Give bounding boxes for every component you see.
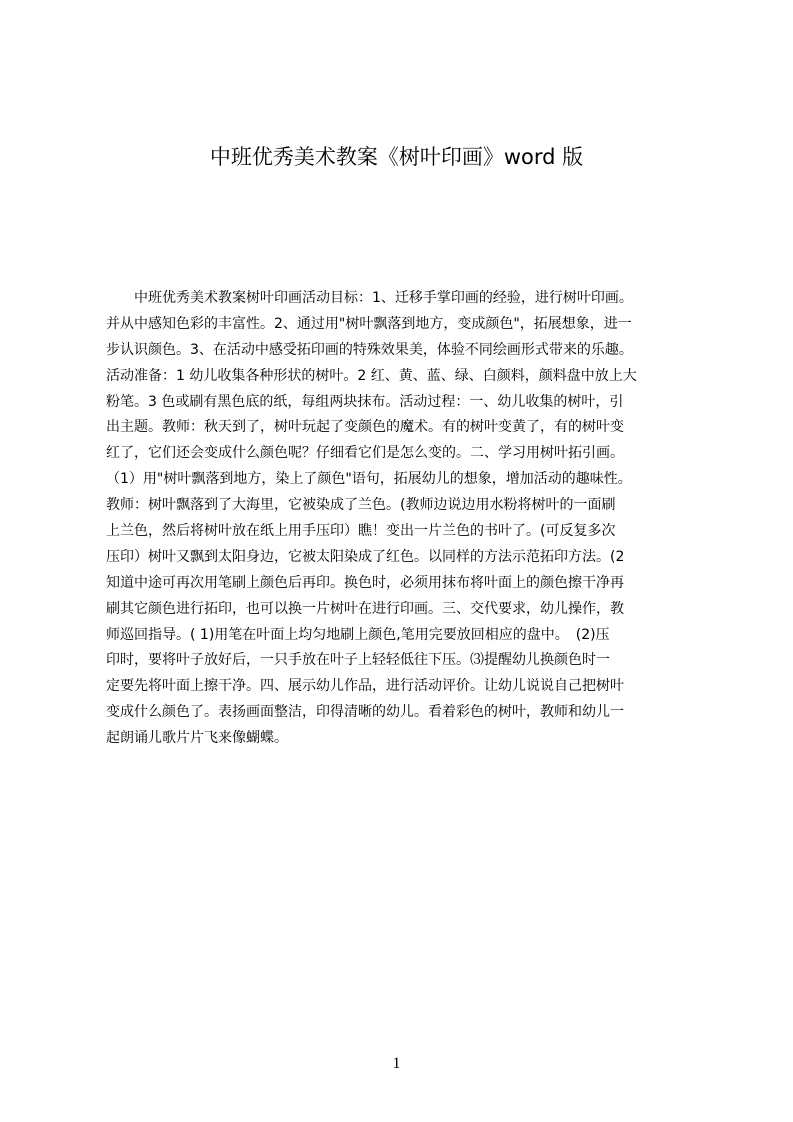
body-line-7: 红了，它们还会变成什么颜色呢？仔细看它们是怎么变的。二、学习用树叶拓引画。 — [106, 445, 624, 462]
body-line-8: （1）用"树叶飘落到地方，染上了颜色"语句，拓展幼儿的想象，增加活动的趣味性。 — [106, 471, 632, 488]
body-line-2: 并从中感知色彩的丰富性。2、通过用"树叶飘落到地方，变成颜色"，拓展想象，进一 — [106, 315, 632, 332]
body-line-6: 出主题。教师：秋天到了，树叶玩起了变颜色的魔术。有的树叶变黄了，有的树叶变 — [106, 419, 624, 436]
body-line-18: 起朗诵儿歌片片飞来像蝴蝶。 — [106, 730, 288, 747]
body-line-1: 中班优秀美术教案树叶印画活动目标：1、迁移手掌印画的经验，进行树叶印画。 — [106, 290, 633, 306]
document-body — [106, 286, 698, 774]
page-number: 1 — [392, 1055, 401, 1072]
body-line-14: 师巡回指导。( 1)用笔在叶面上均匀地刷上颜色,笔用完要放回相应的盘中。 (2)压 — [106, 626, 610, 643]
body-line-11: 压印）树叶又飘到太阳身边，它被太阳染成了红色。以同样的方法示范拓印方法。(2 — [106, 548, 625, 565]
body-line-9: 教师：树叶飘落到了大海里，它被染成了兰色。(教师边说边用水粉将树叶的一面刷 — [106, 497, 616, 514]
body-line-16: 定要先将叶面上擦干净。四、展示幼儿作品，进行活动评价。让幼儿说说自己把树叶 — [106, 678, 624, 695]
body-line-13: 刷其它颜色进行拓印，也可以换一片树叶在进行印画。三、交代要求，幼儿操作，教 — [106, 600, 624, 617]
document-title: 中班优秀美术教案《树叶印画》word 版 — [209, 145, 584, 169]
body-line-17: 变成什么颜色了。表扬画面整洁，印得清晰的幼儿。看着彩色的树叶，教师和幼儿一 — [106, 704, 624, 721]
body-line-3: 步认识颜色。3、在活动中感受拓印画的特殊效果美，体验不同绘画形式带来的乐趣。 — [106, 341, 633, 358]
body-line-5: 粉笔。3 色或刷有黑色底的纸，每组两块抹布。活动过程：一、幼儿收集的树叶，引 — [106, 393, 624, 410]
body-line-15: 印时，要将叶子放好后，一只手放在叶子上轻轻低往下压。⑶提醒幼儿换颜色时一 — [106, 652, 610, 669]
body-line-10: 上兰色，然后将树叶放在纸上用手压印）瞧！变出一片兰色的书叶了。(可反复多次 — [106, 523, 616, 540]
body-line-12: 知道中途可再次用笔刷上颜色后再印。换色时，必须用抹布将叶面上的颜色擦干净再 — [106, 574, 624, 591]
body-line-4: 活动准备：1 幼儿收集各种形状的树叶。2 红、黄、蓝、绿、白颜料，颜料盘中放上大 — [106, 367, 637, 384]
